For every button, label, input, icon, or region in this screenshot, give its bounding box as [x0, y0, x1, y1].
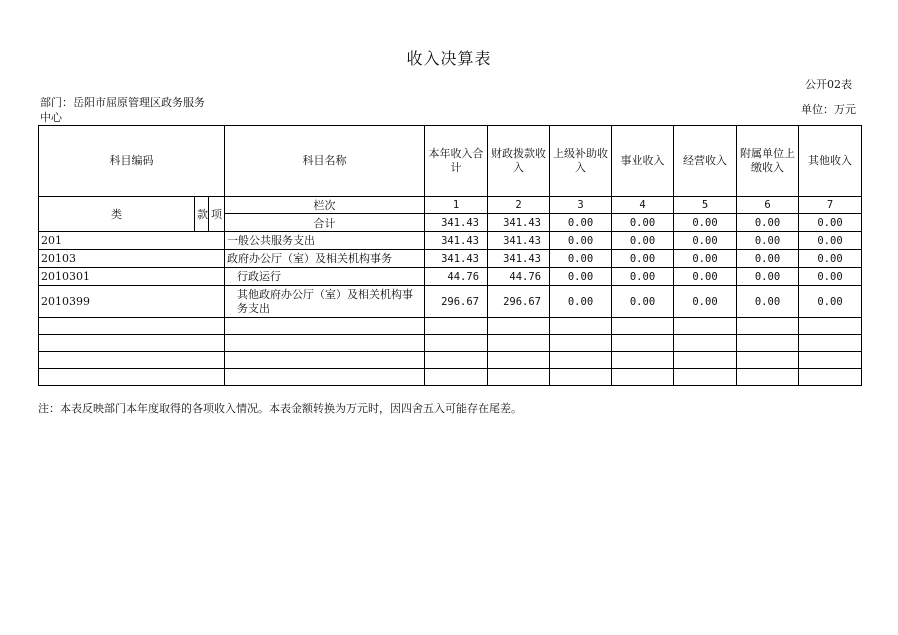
department-label: 部门：岳阳市屈原管理区政务服务中心 [40, 96, 205, 124]
row-value: 0.00 [799, 268, 862, 286]
header-col-3: 上级补助收入 [550, 126, 612, 197]
header-row [39, 126, 862, 197]
row-value: 0.00 [799, 286, 862, 318]
row-value: 0.00 [737, 250, 799, 268]
header-kuan: 款 [195, 197, 209, 232]
header-lanci: 栏次 [225, 197, 425, 214]
footnote: 注：本表反映部门本年度取得的各项收入情况。本表金额转换为万元时，因四舍五入可能存在尾差。 [38, 402, 522, 415]
row-value: 341.43 [425, 232, 488, 250]
column-number-row [39, 197, 862, 214]
header-xiang: 项 [209, 197, 225, 232]
row-value: 0.00 [612, 232, 674, 250]
row-value: 0.00 [674, 232, 737, 250]
row-code: 2010399 [39, 286, 225, 318]
row-value: 341.43 [425, 250, 488, 268]
header-col-4: 事业收入 [612, 126, 674, 197]
header-lei: 类 [39, 197, 195, 232]
row-value: 0.00 [612, 250, 674, 268]
income-table [38, 125, 862, 386]
header-col-2: 财政拨款收入 [488, 126, 550, 197]
total-label: 合计 [225, 214, 425, 232]
row-name: 政府办公厅（室）及相关机构事务 [225, 250, 425, 268]
row-value: 0.00 [737, 286, 799, 318]
row-value: 0.00 [612, 286, 674, 318]
empty-row [39, 335, 862, 352]
row-value: 0.00 [799, 232, 862, 250]
total-value: 341.43 [488, 214, 550, 232]
row-value: 341.43 [488, 250, 550, 268]
row-code: 20103 [39, 250, 225, 268]
col-number: 6 [737, 197, 799, 214]
row-value: 0.00 [799, 250, 862, 268]
table-row [39, 268, 862, 286]
row-name: 一般公共服务支出 [225, 232, 425, 250]
row-name: 其他政府办公厅（室）及相关机构事务支出 [225, 286, 425, 318]
row-value: 0.00 [674, 286, 737, 318]
total-value: 0.00 [737, 214, 799, 232]
col-number: 1 [425, 197, 488, 214]
row-value: 0.00 [550, 250, 612, 268]
row-value: 0.00 [550, 286, 612, 318]
report-title: 收入决算表 [406, 49, 492, 68]
total-value: 0.00 [550, 214, 612, 232]
total-value: 0.00 [799, 214, 862, 232]
table-row [39, 286, 862, 318]
row-value: 0.00 [737, 268, 799, 286]
row-value: 0.00 [550, 232, 612, 250]
row-value: 0.00 [550, 268, 612, 286]
row-value: 44.76 [425, 268, 488, 286]
empty-row [39, 318, 862, 335]
row-value: 0.00 [674, 250, 737, 268]
header-col-5: 经营收入 [674, 126, 737, 197]
row-name: 行政运行 [225, 268, 425, 286]
header-name: 科目名称 [225, 126, 425, 197]
table-row [39, 232, 862, 250]
col-number: 4 [612, 197, 674, 214]
row-code: 201 [39, 232, 225, 250]
col-number: 5 [674, 197, 737, 214]
total-value: 341.43 [425, 214, 488, 232]
row-code: 2010301 [39, 268, 225, 286]
row-value: 296.67 [488, 286, 550, 318]
col-number: 3 [550, 197, 612, 214]
header-col-7: 其他收入 [799, 126, 862, 197]
row-value: 0.00 [612, 268, 674, 286]
total-value: 0.00 [612, 214, 674, 232]
header-code: 科目编码 [39, 126, 225, 197]
col-number: 2 [488, 197, 550, 214]
empty-row [39, 352, 862, 369]
total-value: 0.00 [674, 214, 737, 232]
row-value: 341.43 [488, 232, 550, 250]
form-number: 公开02表 [805, 78, 852, 91]
row-value: 0.00 [674, 268, 737, 286]
header-col-1: 本年收入合计 [425, 126, 488, 197]
header-col-6: 附属单位上缴收入 [737, 126, 799, 197]
row-value: 296.67 [425, 286, 488, 318]
unit-label: 单位：万元 [801, 103, 856, 116]
col-number: 7 [799, 197, 862, 214]
table-row [39, 250, 862, 268]
row-value: 44.76 [488, 268, 550, 286]
row-value: 0.00 [737, 232, 799, 250]
empty-row [39, 369, 862, 386]
